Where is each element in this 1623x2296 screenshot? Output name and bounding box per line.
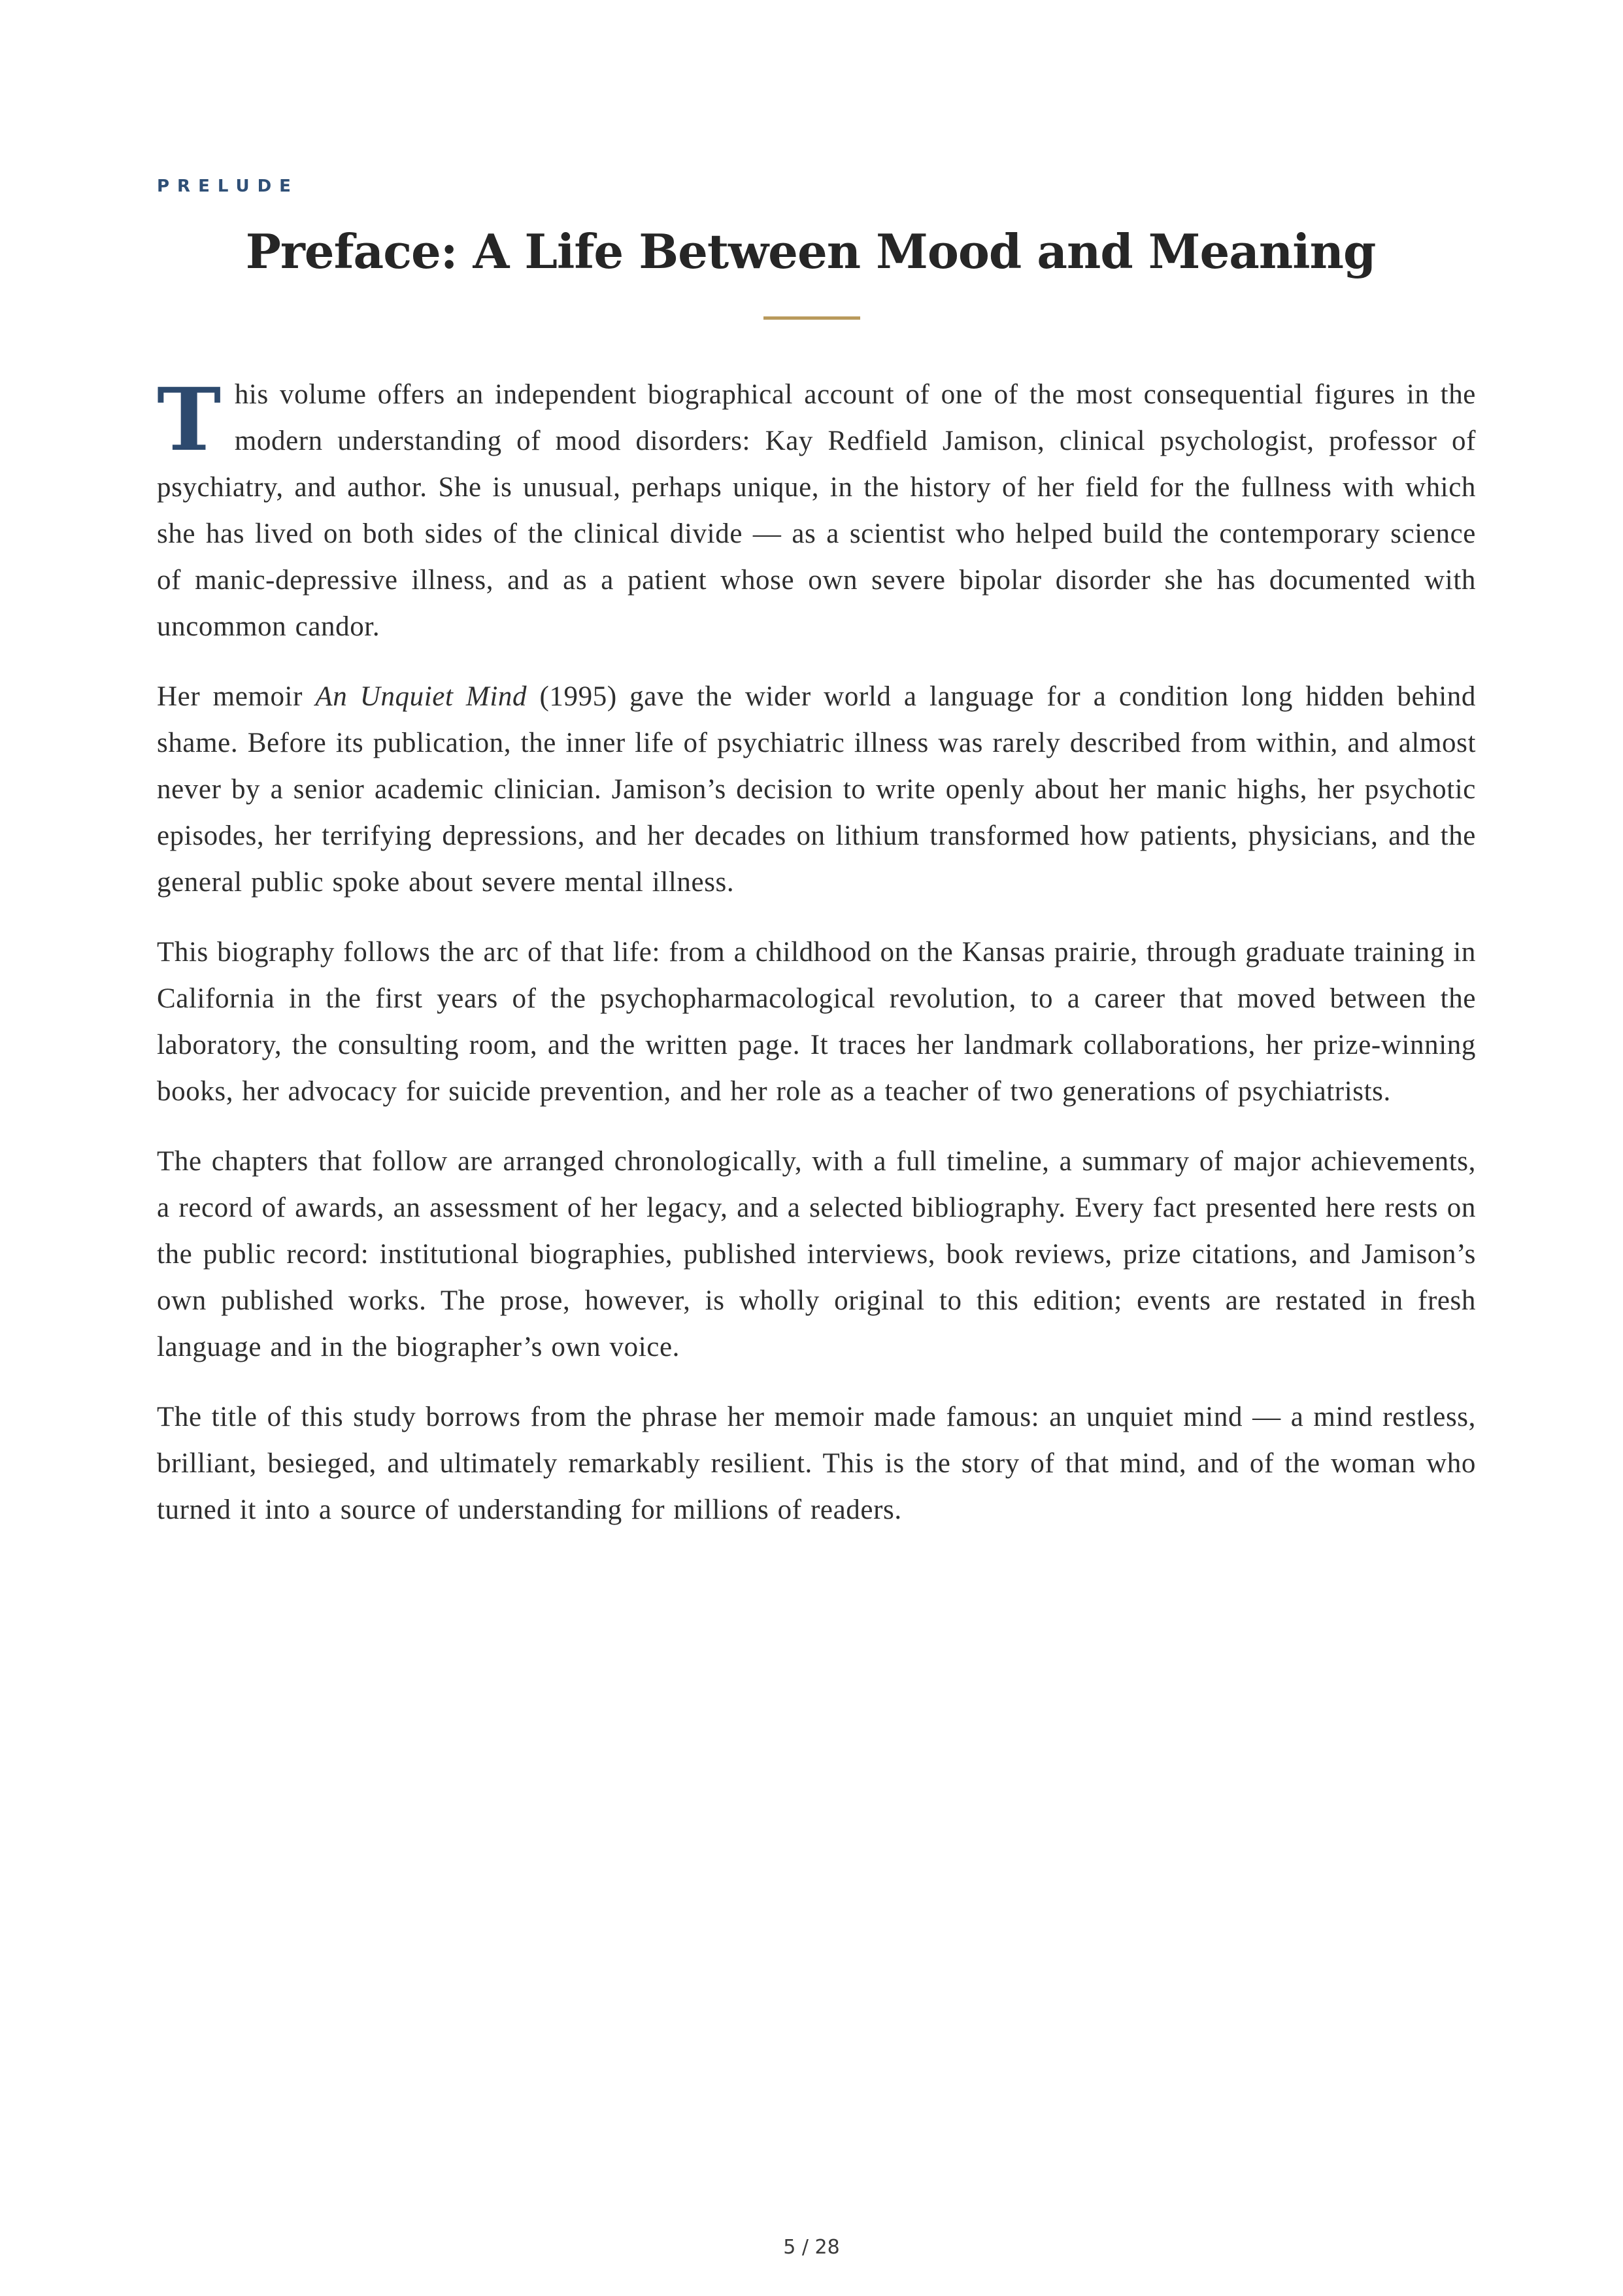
paragraph-1-text: his volume offers an independent biographical account of one of the most consequential figures in the modern understanding of mood disorders: Kay Redfield Jamison, clinical psychologist, professor of psychiatry, and author. She is unusual, perhaps unique, in the history of her field for the fullness with which she has lived on both sides of the clinical divide — as a scientist who helped build the contemporary science of manic-depressive illness, and as a patient whose own severe bipolar disorder she has documented with uncommon candor. [157, 379, 1476, 642]
book-title-italic: An Unquiet Mind [315, 681, 527, 712]
paragraph-5: The title of this study borrows from the phrase her memoir made famous: an unquiet mind — a mind restless, brilliant, besieged, and ultimately remarkably resilient. This is the story of that mind, and of the woman who turned it into a source of understanding for millions of readers. [157, 1402, 1476, 1525]
page-number: 5 / 28 [783, 2236, 840, 2259]
page-title: Preface: A Life Between Mood and Meaning [245, 224, 1376, 279]
paragraph-2 [157, 673, 1476, 905]
drop-cap: T [157, 369, 222, 471]
paragraph-2-lead: Her memoir [157, 681, 316, 712]
paragraph-4: The chapters that follow are arranged chronologically, with a full timeline, a summary of major achievements, a record of awards, an assessment of her legacy, and a selected bibliography. Every fact presented here rests on the public record: institutional biographies, published interviews, book reviews, prize citations, and Jamison’s own published works. The prose, however, is wholly original to this edition; events are restated in fresh language and in the biographer’s own voice. [157, 1146, 1476, 1362]
paragraph-2-rest: (1995) gave the wider world a language for a condition long hidden behind shame. Before its publication, the inner life of psychiatric illness was rarely described from within, and almost never by a senior academic clinician. Jamison’s decision to write openly about her manic highs, her psychotic episodes, her terrifying depressions, and her decades on lithium transformed how patients, physicians, and the general public spoke about severe mental illness. [157, 681, 1476, 898]
paragraph-1 [157, 371, 1476, 650]
body-text [157, 371, 1476, 1557]
title-divider [763, 316, 860, 320]
section-eyebrow: PRELUDE [157, 177, 299, 196]
paragraph-3: This biography follows the arc of that life: from a childhood on the Kansas prairie, through graduate training in California in the first years of the psychopharmacological revolution, to a career that moved between the laboratory, the consulting room, and the written page. It traces her landmark collaborations, her prize-winning books, her advocacy for suicide prevention, and her role as a teacher of two generations of psychiatrists. [157, 937, 1476, 1107]
